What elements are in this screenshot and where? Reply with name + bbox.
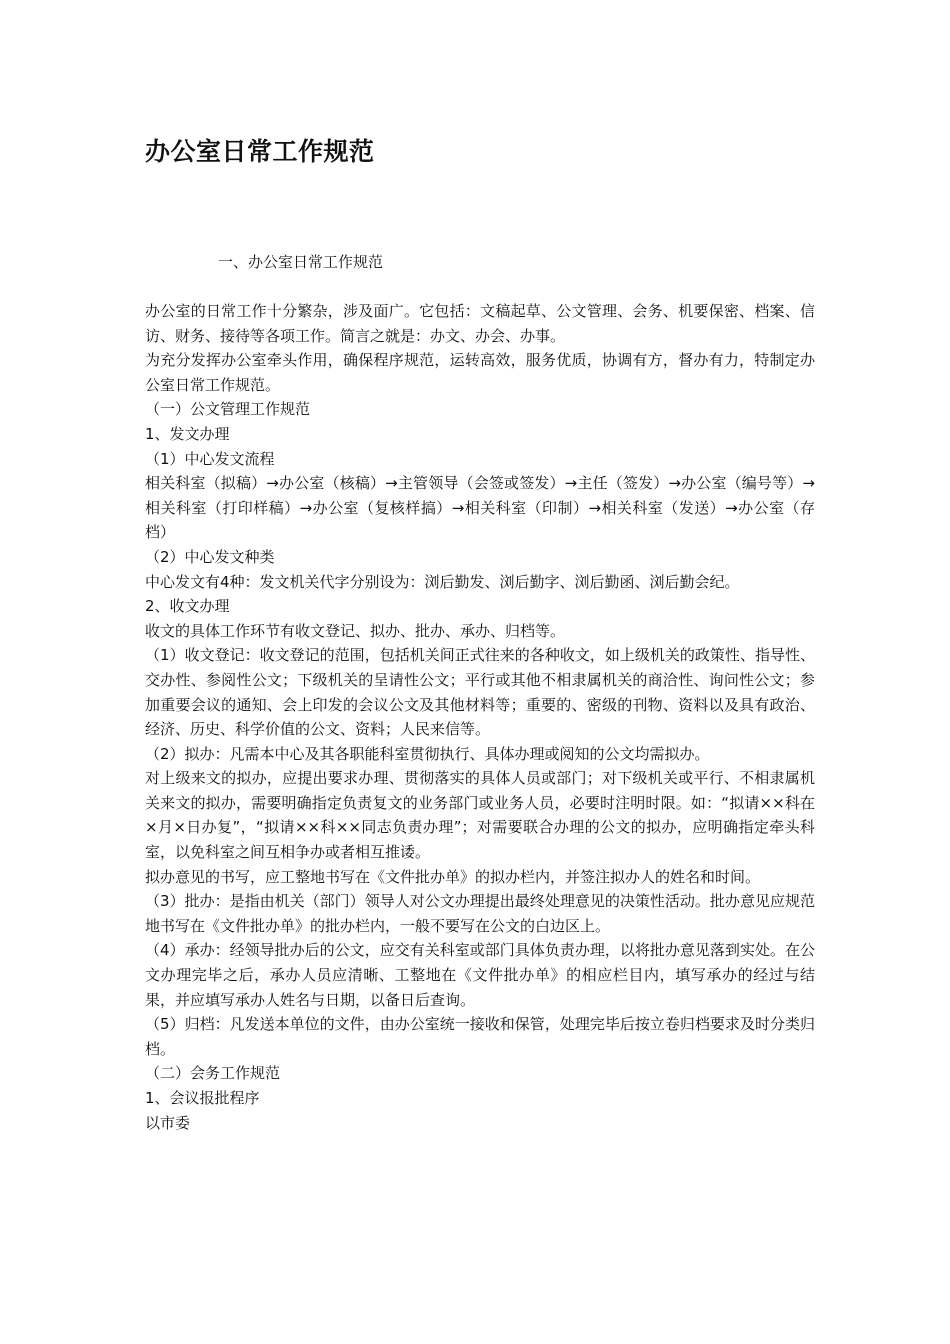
paragraph-proposal-writing: 拟办意见的书写，应工整地书写在《文件批办单》的拟办栏内，并签注拟办人的姓名和时间。 xyxy=(145,867,761,886)
document-body xyxy=(145,299,815,1135)
subsection-heading-meetings: （二）会务工作规范 xyxy=(145,1064,281,1083)
document-title: 办公室日常工作规范 xyxy=(145,137,375,166)
section-heading: 一、办公室日常工作规范 xyxy=(218,253,384,271)
paragraph-purpose: 为充分发挥办公室牵头作用，确保程序规范，运转高效，服务优质，协调有方，督办有力，特制定办公室日常工作规范。 xyxy=(145,351,815,394)
paragraph-receiving-steps: 收文的具体工作环节有收文登记、拟办、批办、承办、归档等。 xyxy=(145,621,566,640)
paragraph-handling: （4）承办：经领导批办后的公文，应交有关科室或部门具体负责办理，以将批办意见落到实处。在公文办理完毕之后，承办人员应清晰、工整地在《文件批办单》的相应栏目内，填写承办的经过与结果，并应填写承办人姓名与日期，以备日后查询。 xyxy=(145,941,815,1009)
item-heading-meeting-approval: 1、会议报批程序 xyxy=(145,1089,260,1107)
paragraph-intro: 办公室的日常工作十分繁杂，涉及面广。它包括：文稿起草、公文管理、会务、机要保密、档案、信访、财务、接待等各项工作。简言之就是：办文、办会、办事。 xyxy=(145,302,815,345)
paragraph-dispatch-types: 中心发文有4种：发文机关代字分别设为：浏后勤发、浏后勤字、浏后勤函、浏后勤会纪。 xyxy=(145,572,740,591)
paragraph-approval: （3）批办：是指由机关（部门）领导人对公文办理提出最终处理意见的决策性活动。批办意见应规范地书写在《文件批办单》的批办栏内，一般不要写在公文的白边区上。 xyxy=(145,892,815,935)
paragraph-proposal-detail: 对上级来文的拟办，应提出要求办理、贯彻落实的具体人员或部门；对下级机关或平行、不相隶属机关来文的拟办，需要明确指定负责复文的业务部门或业务人员，必要时注明时限。如：“拟请××科在×月×日办复”，“拟请××科××同志负责办理”；对需要联合办理的公文的拟办，应明确指定牵头科室，以免科室之间互相争办或者相互推诿。 xyxy=(145,769,815,862)
item-heading-receiving: 2、收文办理 xyxy=(145,597,230,616)
item-heading-dispatch-flow: （1）中心发文流程 xyxy=(145,449,275,468)
paragraph-truncated: 以市委 xyxy=(145,1113,191,1132)
paragraph-registration: （1）收文登记：收文登记的范围，包括机关间正式往来的各种收文，如上级机关的政策性、指导性、交办性、参阅性公文；下级机关的呈请性公文；平行或其他不相隶属机关的商洽性、询问性公文；参加重要会议的通知、会上印发的会议公文及其他材料等；重要的、密级的刊物、资料以及具有政治、经济、历史、科学价值的公文、资料；人民来信等。 xyxy=(145,646,815,739)
item-heading-dispatch-types: （2）中心发文种类 xyxy=(145,547,275,566)
paragraph-dispatch-flow: 相关科室（拟稿）→办公室（核稿）→主管领导（会签或签发）→主任（签发）→办公室（编号等）→相关科室（打印样稿）→办公室（复核样搞）→相关科室（印制）→相关科室（发送）→办公室（存档） xyxy=(145,474,815,542)
item-heading-dispatch: 1、发文办理 xyxy=(145,424,230,443)
subsection-heading-document-management: （一）公文管理工作规范 xyxy=(145,400,311,419)
paragraph-proposal: （2）拟办：凡需本中心及其各职能科室贯彻执行、具体办理或阅知的公文均需拟办。 xyxy=(145,744,710,763)
paragraph-archiving: （5）归档：凡发送本单位的文件，由办公室统一接收和保管，处理完毕后按立卷归档要求及时分类归档。 xyxy=(145,1015,815,1058)
